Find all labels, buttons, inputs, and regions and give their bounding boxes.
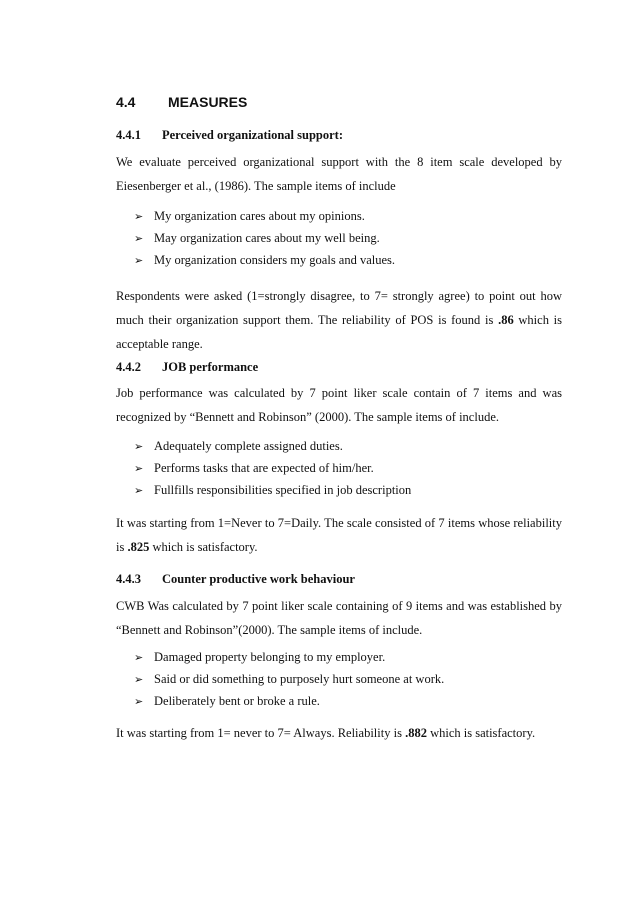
list-item: ➢ Adequately complete assigned duties. — [134, 435, 411, 457]
list-item: ➢ Damaged property belonging to my employer. — [134, 646, 444, 668]
reliability-value: .825 — [127, 540, 150, 554]
subsection-number: 4.4.2 — [116, 360, 141, 374]
arrow-bullet-icon: ➢ — [134, 440, 144, 453]
arrow-bullet-icon: ➢ — [134, 673, 144, 686]
section-number: 4.4 — [116, 94, 136, 110]
bullet-list — [134, 646, 444, 712]
arrow-bullet-icon: ➢ — [134, 232, 144, 245]
closing-paragraph: It was starting from 1= never to 7= Always. Reliability is .882 which is satisfactory. — [116, 726, 536, 740]
subsection-heading — [116, 572, 355, 587]
subsection-number: 4.4.1 — [116, 128, 141, 142]
list-item: ➢ May organization cares about my well being. — [134, 227, 395, 249]
list-item: ➢ Said or did something to purposely hurt someone at work. — [134, 668, 444, 690]
list-item: ➢ My organization considers my goals and values. — [134, 249, 395, 271]
arrow-bullet-icon: ➢ — [134, 651, 144, 664]
section-heading — [116, 94, 247, 110]
reliability-value: .882 — [405, 726, 427, 740]
arrow-bullet-icon: ➢ — [134, 484, 144, 497]
intro-paragraph: CWB Was calculated by 7 point liker scale containing of 9 items and was established by “Bennett and Robinson”(2000). The sample items of include. — [116, 599, 562, 637]
list-item: ➢ My organization cares about my opinions. — [134, 205, 395, 227]
list-item: ➢ Fullfills responsibilities specified in job description — [134, 479, 411, 501]
subsection-heading — [116, 128, 343, 143]
arrow-bullet-icon: ➢ — [134, 210, 144, 223]
intro-paragraph: We evaluate perceived organizational support with the 8 item scale developed by Eiesenberger et al., (1986). The sample items of include — [116, 155, 562, 193]
list-item: ➢ Performs tasks that are expected of him/her. — [134, 457, 411, 479]
subsection-title: Perceived organizational support: — [162, 128, 343, 142]
arrow-bullet-icon: ➢ — [134, 695, 144, 708]
bullet-list — [134, 205, 395, 271]
subsection-title: JOB performance — [162, 360, 259, 374]
subsection-title: Counter productive work behaviour — [162, 572, 355, 586]
subsection-heading — [116, 360, 258, 375]
arrow-bullet-icon: ➢ — [134, 254, 144, 267]
section-title: MEASURES — [168, 94, 248, 110]
list-item: ➢ Deliberately bent or broke a rule. — [134, 690, 444, 712]
closing-paragraph: It was starting from 1=Never to 7=Daily. The scale consisted of 7 items whose reliability is .825 which is satisfactory. — [116, 516, 562, 554]
arrow-bullet-icon: ➢ — [134, 462, 144, 475]
reliability-value: .86 — [498, 313, 514, 327]
intro-paragraph: Job performance was calculated by 7 point liker scale contain of 7 items and was recognized by “Bennett and Robinson” (2000). The sample items of include. — [116, 386, 562, 424]
bullet-list — [134, 435, 411, 501]
closing-paragraph: Respondents were asked (1=strongly disagree, to 7= strongly agree) to point out how much their organization support them. The reliability of POS is found is .86 which is acceptable range. — [116, 289, 562, 351]
subsection-number: 4.4.3 — [116, 572, 141, 586]
